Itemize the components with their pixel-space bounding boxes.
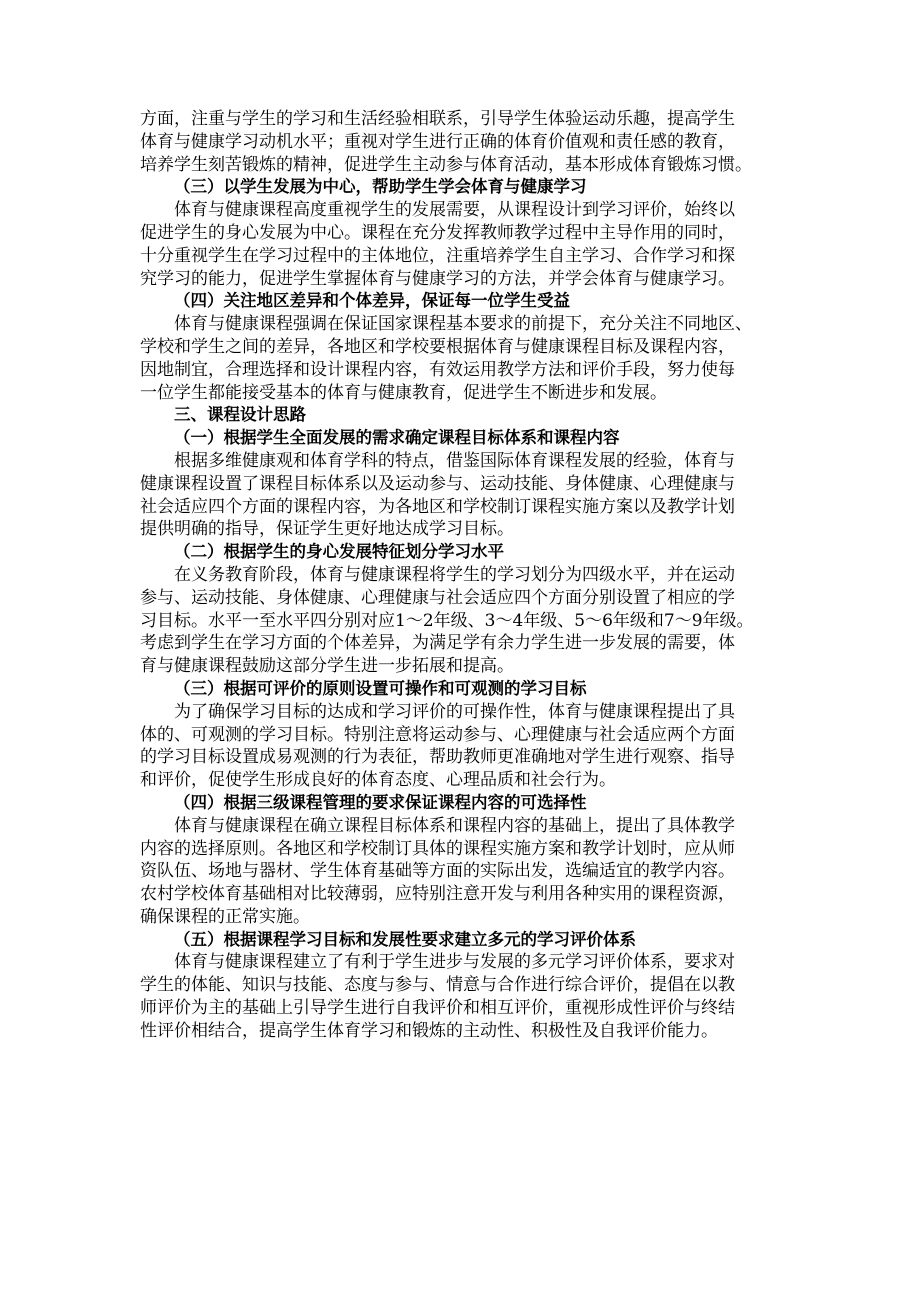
text-line: 内容的选择原则。各地区和学校制订具体的课程实施方案和教学计划时，应从师 [140, 838, 735, 859]
text-line: 培养学生刻苦锻炼的精神，促进学生主动参与体育活动，基本形成体育锻炼习惯。 [140, 154, 752, 175]
text-line: 究学习的能力，促进学生掌握体育与健康学习的方法，并学会体育与健康学习。 [140, 268, 735, 289]
section-heading: （一）根据学生全面发展的需求确定课程目标体系和课程内容 [174, 428, 620, 448]
section-heading: （三）以学生发展为中心，帮助学生学会体育与健康学习 [174, 177, 587, 197]
text-line: 因地制宜，合理选择和设计课程内容，有效运用教学方法和评价手段，努力使每 [140, 359, 735, 380]
text-line: 体的、可观测的学习目标。特别注意将运动参与、心理健康与社会适应两个方面 [140, 724, 735, 745]
text-line: 和评价，促使学生形成良好的体育态度、心理品质和社会行为。 [140, 770, 616, 791]
section-heading: （五）根据课程学习目标和发展性要求建立多元的学习评价体系 [174, 929, 636, 949]
text-line: 为了确保学习目标的达成和学习评价的可操作性，体育与健康课程提出了具 [174, 701, 735, 722]
text-line: 体育与健康课程强调在保证国家课程基本要求的前提下，充分关注不同地区、 [174, 314, 752, 335]
text-line: 考虑到学生在学习方面的个体差异，为满足学有余力学生进一步发展的需要，体 [140, 633, 735, 654]
section-heading: （三）根据可评价的原则设置可操作和可观测的学习目标 [174, 678, 587, 698]
text-line: 体育与健康课程在确立课程目标体系和课程内容的基础上，提出了具体教学 [174, 815, 735, 836]
text-line: 学生的体能、知识与技能、态度与参与、情意与合作进行综合评价，提倡在以教 [140, 975, 735, 996]
text-line: 社会适应四个方面的课程内容，为各地区和学校制订课程实施方案以及教学计划 [140, 496, 735, 517]
text-line: 体育与健康学习动机水平；重视对学生进行正确的体育价值观和责任感的教育， [140, 131, 735, 152]
text-line: 促进学生的身心发展为中心。课程在充分发挥教师教学过程中主导作用的同时， [140, 222, 735, 243]
section-heading: （二）根据学生的身心发展特征划分学习水平 [174, 542, 504, 562]
document-page [140, 108, 800, 1043]
section-heading: 三、课程设计思路 [174, 405, 306, 425]
text-line: 的学习目标设置成易观测的行为表征，帮助教师更准确地对学生进行观察、指导 [140, 747, 735, 768]
section-heading: （四）根据三级课程管理的要求保证课程内容的可选择性 [174, 792, 587, 812]
text-line: 提供明确的指导，保证学生更好地达成学习目标。 [140, 519, 514, 540]
text-line: 学校和学生之间的差异，各地区和学校要根据体育与健康课程目标及课程内容， [140, 336, 735, 357]
text-line: 参与、运动技能、身体健康、心理健康与社会适应四个方面分别设置了相应的学 [140, 587, 735, 608]
text-line: 确保课程的正常实施。 [140, 906, 310, 927]
text-line: 一位学生都能接受基本的体育与健康教育，促进学生不断进步和发展。 [140, 382, 667, 403]
text-line: 在义务教育阶段，体育与健康课程将学生的学习划分为四级水平，并在运动 [174, 564, 735, 585]
text-line: 体育与健康课程建立了有利于学生进步与发展的多元学习评价体系，要求对 [174, 952, 735, 973]
text-line: 农村学校体育基础相对比较薄弱，应特别注意开发与利用各种实用的课程资源， [140, 884, 735, 905]
text-line: 资队伍、场地与器材、学生体育基础等方面的实际出发，选编适宜的教学内容。 [140, 861, 735, 882]
text-line: 体育与健康课程高度重视学生的发展需要，从课程设计到学习评价，始终以 [174, 200, 735, 221]
text-line: 十分重视学生在学习过程中的主体地位，注重培养学生自主学习、合作学习和探 [140, 245, 735, 266]
text-line: 健康课程设置了课程目标体系以及运动参与、运动技能、身体健康、心理健康与 [140, 473, 735, 494]
text-line: 习目标。水平一至水平四分别对应1～2年级、3～4年级、5～6年级和7～9年级。 [140, 610, 754, 631]
text-line: 师评价为主的基础上引导学生进行自我评价和相互评价，重视形成性评价与终结 [140, 998, 735, 1019]
text-line: 方面，注重与学生的学习和生活经验相联系，引导学生体验运动乐趣，提高学生 [140, 109, 735, 129]
text-line: 根据多维健康观和体育学科的特点，借鉴国际体育课程发展的经验，体育与 [174, 450, 735, 471]
text-line: 育与健康课程鼓励这部分学生进一步拓展和提高。 [140, 656, 514, 677]
text-line: 性评价相结合，提高学生体育学习和锻炼的主动性、积极性及自我评价能力。 [140, 1020, 718, 1041]
section-heading: （四）关注地区差异和个体差异，保证每一位学生受益 [174, 291, 570, 311]
